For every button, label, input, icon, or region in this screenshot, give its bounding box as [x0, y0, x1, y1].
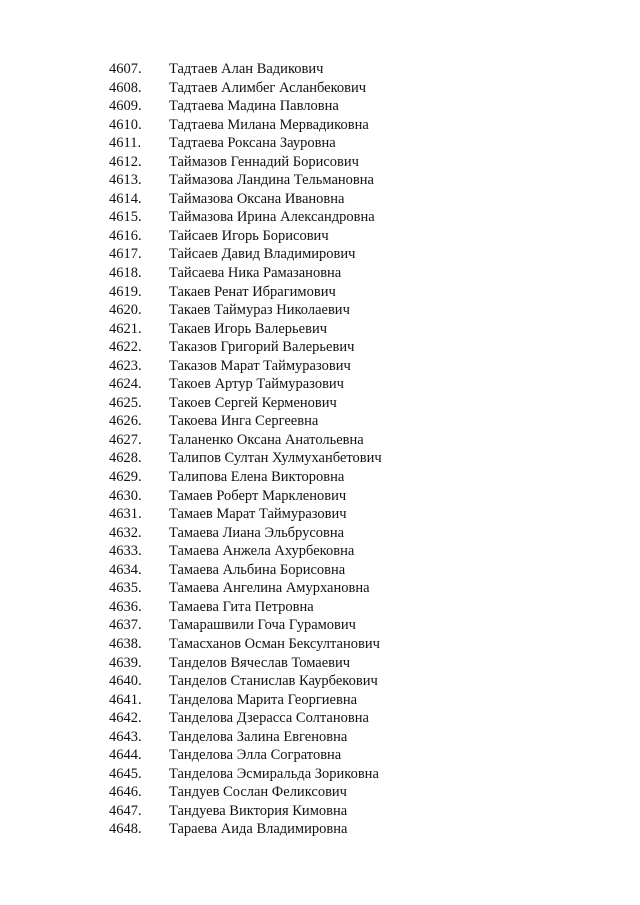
entry-full-name: Таказов Марат Таймуразович: [169, 357, 351, 374]
entry-number: 4639.: [109, 654, 142, 671]
list-item: [0, 765, 640, 784]
list-item: [0, 412, 640, 431]
entry-full-name: Танделова Элла Согратовна: [169, 747, 342, 764]
list-item: [0, 394, 640, 413]
entry-full-name: Тамаева Лиана Эльбрусовна: [169, 524, 345, 541]
entry-number: 4618.: [109, 265, 142, 282]
entry-number: 4626.: [109, 413, 142, 430]
entry-number: 4645.: [109, 765, 142, 782]
list-item: [0, 505, 640, 524]
entry-full-name: Тамасханов Осман Бексултанович: [169, 635, 380, 652]
entry-number: 4625.: [109, 394, 142, 411]
entry-number: 4620.: [109, 302, 142, 319]
entry-number: 4623.: [109, 357, 142, 374]
entry-number: 4607.: [109, 61, 142, 77]
entry-number: 4609.: [109, 98, 142, 115]
entry-full-name: Талипова Елена Викторовна: [169, 469, 345, 486]
entry-full-name: Таймазова Ландина Тельмановна: [169, 172, 374, 189]
entry-number: 4641.: [109, 691, 142, 708]
list-item: [0, 357, 640, 376]
entry-full-name: Такаев Игорь Валерьевич: [169, 320, 327, 337]
list-item: [0, 338, 640, 357]
entry-number: 4631.: [109, 506, 142, 523]
list-item: [0, 190, 640, 209]
list-item: [0, 153, 640, 172]
entry-number: 4608.: [109, 79, 142, 96]
entry-number: 4640.: [109, 673, 142, 690]
entry-number: 4614.: [109, 190, 142, 207]
list-item: [0, 227, 640, 246]
entry-number: 4647.: [109, 802, 142, 819]
entry-number: 4611.: [109, 135, 142, 152]
entry-number: 4637.: [109, 617, 142, 634]
entry-full-name: Таймазова Ирина Александровна: [169, 209, 375, 226]
list-item: [0, 116, 640, 135]
entry-number: 4628.: [109, 450, 142, 467]
list-item: [0, 691, 640, 710]
entry-full-name: Талипов Султан Хулмуханбетович: [169, 450, 382, 467]
entry-number: 4644.: [109, 747, 142, 764]
list-item: [0, 60, 640, 79]
list-item: [0, 449, 640, 468]
list-item: [0, 431, 640, 450]
entry-full-name: Тамаев Марат Таймуразович: [169, 506, 347, 523]
entry-number: 4632.: [109, 524, 142, 541]
list-item: [0, 524, 640, 543]
entry-full-name: Такоев Сергей Керменович: [169, 394, 337, 411]
entry-full-name: Танделов Станислав Каурбекович: [169, 673, 378, 690]
list-item: [0, 654, 640, 673]
entry-number: 4622.: [109, 339, 142, 356]
list-item: [0, 487, 640, 506]
entry-full-name: Тайсаев Игорь Борисович: [169, 227, 329, 244]
entry-full-name: Тайсаева Ника Рамазановна: [169, 265, 342, 282]
list-item: [0, 542, 640, 561]
entry-number: 4643.: [109, 728, 142, 745]
entry-full-name: Танделова Марита Георгиевна: [169, 691, 358, 708]
entry-number: 4610.: [109, 116, 142, 133]
entry-full-name: Тадтаева Милана Мервадиковна: [169, 116, 369, 133]
list-item: [0, 598, 640, 617]
entry-full-name: Танделова Залина Евгеновна: [169, 728, 348, 745]
entry-full-name: Тамаева Альбина Борисовна: [169, 561, 346, 578]
list-item: [0, 171, 640, 190]
list-item: [0, 97, 640, 116]
list-item: [0, 728, 640, 747]
entry-full-name: Таймазов Геннадий Борисович: [169, 153, 359, 170]
entry-full-name: Тараева Аида Владимировна: [169, 821, 348, 838]
entry-full-name: Тамаев Роберт Маркленович: [169, 487, 347, 504]
name-list: [0, 60, 640, 839]
list-item: [0, 672, 640, 691]
entry-number: 4634.: [109, 561, 142, 578]
list-item: [0, 245, 640, 264]
entry-number: 4612.: [109, 153, 142, 170]
list-item: [0, 616, 640, 635]
list-item: [0, 264, 640, 283]
entry-full-name: Тадтаева Роксана Зауровна: [169, 135, 336, 152]
list-item: [0, 783, 640, 802]
entry-full-name: Танделова Эсмиральда Зориковна: [169, 765, 379, 782]
list-item: [0, 746, 640, 765]
entry-number: 4630.: [109, 487, 142, 504]
entry-number: 4616.: [109, 227, 142, 244]
entry-number: 4629.: [109, 469, 142, 486]
list-item: [0, 301, 640, 320]
entry-full-name: Тадтаева Мадина Павловна: [169, 98, 339, 115]
list-item: [0, 320, 640, 339]
entry-number: 4642.: [109, 710, 142, 727]
entry-number: 4635.: [109, 580, 142, 597]
entry-full-name: Таймазова Оксана Ивановна: [169, 190, 345, 207]
entry-full-name: Танделов Вячеслав Томаевич: [169, 654, 351, 671]
entry-full-name: Тамаева Ангелина Амурхановна: [169, 580, 370, 597]
entry-number: 4638.: [109, 635, 142, 652]
entry-number: 4615.: [109, 209, 142, 226]
entry-number: 4648.: [109, 821, 142, 838]
entry-full-name: Такаев Ренат Ибрагимович: [169, 283, 336, 300]
entry-full-name: Таланенко Оксана Анатольевна: [169, 431, 364, 448]
entry-number: 4636.: [109, 598, 142, 615]
entry-number: 4613.: [109, 172, 142, 189]
entry-number: 4619.: [109, 283, 142, 300]
entry-number: 4646.: [109, 784, 142, 801]
entry-full-name: Танделова Дзерасса Солтановна: [169, 710, 369, 727]
list-item: [0, 134, 640, 153]
list-item: [0, 468, 640, 487]
entry-full-name: Тадтаев Алан Вадикович: [169, 61, 324, 77]
entry-number: 4627.: [109, 431, 142, 448]
entry-full-name: Тамаева Гита Петровна: [169, 598, 314, 615]
list-item: [0, 802, 640, 821]
list-item: [0, 820, 640, 839]
entry-full-name: Тандуева Виктория Кимовна: [169, 802, 348, 819]
list-item: [0, 375, 640, 394]
list-item: [0, 283, 640, 302]
list-item: [0, 709, 640, 728]
entry-full-name: Тадтаев Алимбег Асланбекович: [169, 79, 367, 96]
list-item: [0, 635, 640, 654]
list-item: [0, 579, 640, 598]
entry-full-name: Такоева Инга Сергеевна: [169, 413, 319, 430]
list-item: [0, 208, 640, 227]
entry-number: 4617.: [109, 246, 142, 263]
entry-full-name: Тандуев Сослан Феликсович: [169, 784, 347, 801]
entry-number: 4624.: [109, 376, 142, 393]
entry-full-name: Такаев Таймураз Николаевич: [169, 302, 350, 319]
entry-number: 4621.: [109, 320, 142, 337]
list-item: [0, 79, 640, 98]
entry-full-name: Таказов Григорий Валерьевич: [169, 339, 355, 356]
entry-full-name: Тамарашвили Гоча Гурамович: [169, 617, 356, 634]
entry-full-name: Тамаева Анжела Ахурбековна: [169, 543, 355, 560]
entry-full-name: Тайсаев Давид Владимирович: [169, 246, 356, 263]
entry-full-name: Такоев Артур Таймуразович: [169, 376, 344, 393]
entry-number: 4633.: [109, 543, 142, 560]
list-item: [0, 561, 640, 580]
